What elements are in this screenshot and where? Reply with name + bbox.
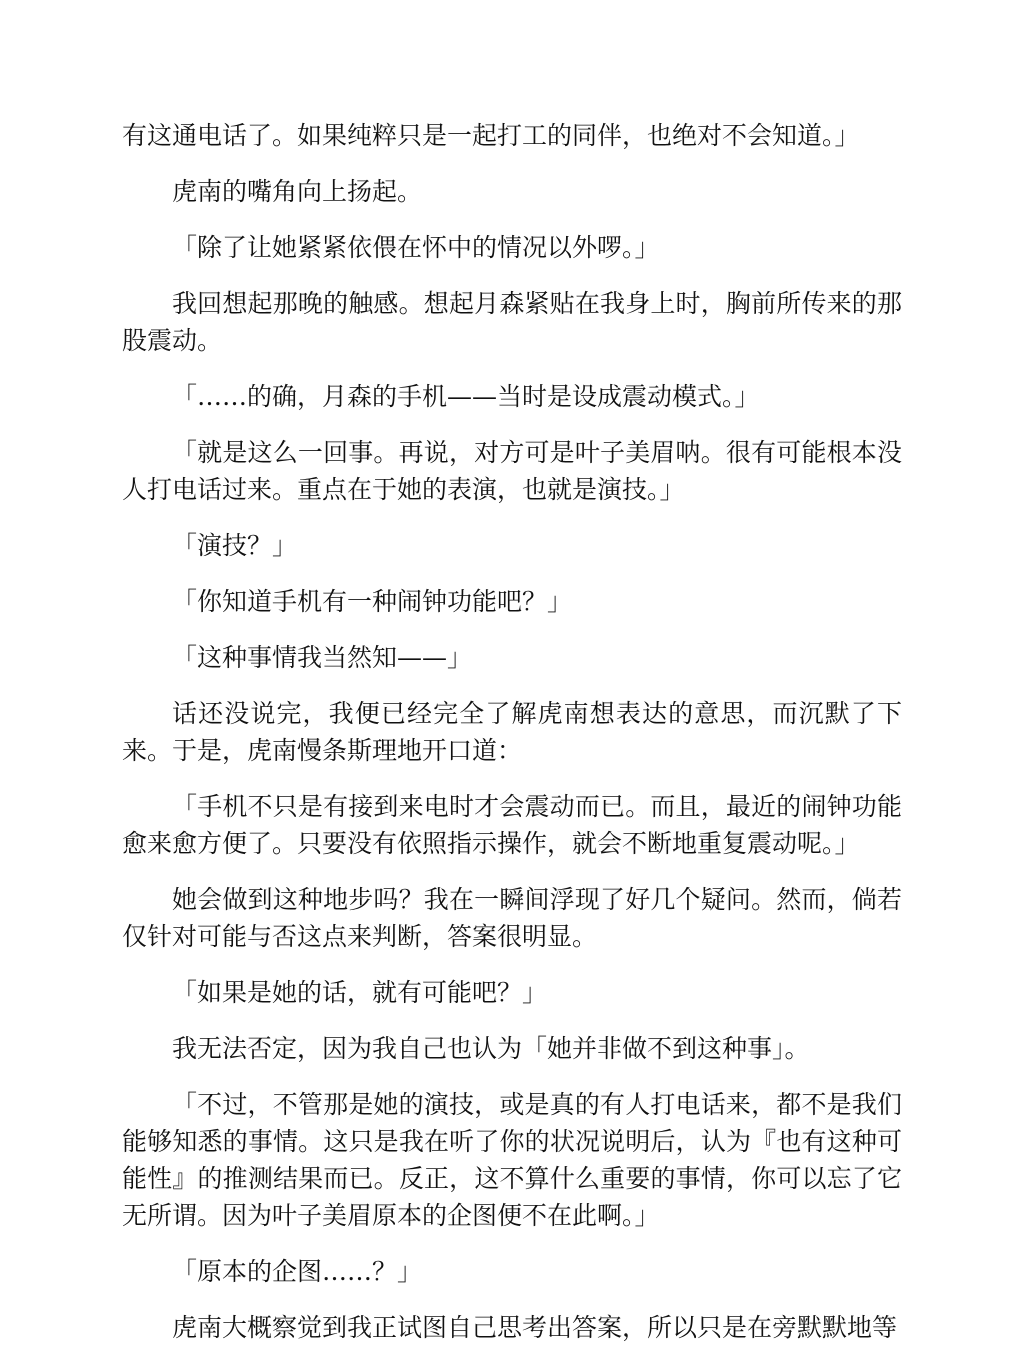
- paragraph: 虎南的嘴角向上扬起。: [172, 177, 423, 206]
- paragraph: 「原本的企图……？」: [172, 1257, 423, 1286]
- paragraph: 有这通电话了。如果纯粹只是一起打工的同伴，也绝对不会知道。」: [122, 121, 860, 150]
- paragraph: 「你知道手机有一种闹钟功能吧？」: [172, 587, 573, 616]
- paragraph: 「就是这么一回事。再说，对方可是叶子美眉呐。很有可能根本没人打电话过来。重点在于她的表演，也就是演技。」: [122, 438, 902, 504]
- paragraph: 「……的确，月森的手机——当时是设成震动模式。」: [172, 382, 760, 411]
- paragraph: 她会做到这种地步吗？我在一瞬间浮现了好几个疑问。然而，倘若仅针对可能与否这点来判断，答案很明显。: [122, 885, 902, 951]
- paragraph: 「不过，不管那是她的演技，或是真的有人打电话来，都不是我们能够知悉的事情。这只是我在听了你的状况说明后，认为『也有这种可能性』的推测结果而已。反正，这不算什么重要的事情，你可以忘了它无所谓。因为叶子美眉原本的企图便不在此啊。」: [122, 1090, 902, 1230]
- body-text: [122, 117, 902, 1365]
- paragraph: 我回想起那晚的触感。想起月森紧贴在我身上时，胸前所传来的那股震动。: [122, 289, 902, 355]
- paragraph: 我无法否定，因为我自己也认为「她并非做不到这种事」。: [172, 1034, 810, 1063]
- paragraph: 「如果是她的话，就有可能吧？」: [172, 978, 548, 1007]
- paragraph: 虎南大概察觉到我正试图自己思考出答案，所以只是在旁默默地等: [172, 1313, 898, 1342]
- paragraph: 「演技？」: [172, 531, 298, 560]
- paragraph: 「这种事情我当然知——」: [172, 643, 473, 672]
- paragraph: 「除了让她紧紧依偎在怀中的情况以外啰。」: [172, 233, 660, 262]
- paragraph: 「手机不只是有接到来电时才会震动而已。而且，最近的闹钟功能愈来愈方便了。只要没有依照指示操作，就会不断地重复震动呢。」: [122, 792, 902, 858]
- paragraph: 话还没说完，我便已经完全了解虎南想表达的意思，而沉默了下来。于是，虎南慢条斯理地开口道：: [122, 699, 902, 765]
